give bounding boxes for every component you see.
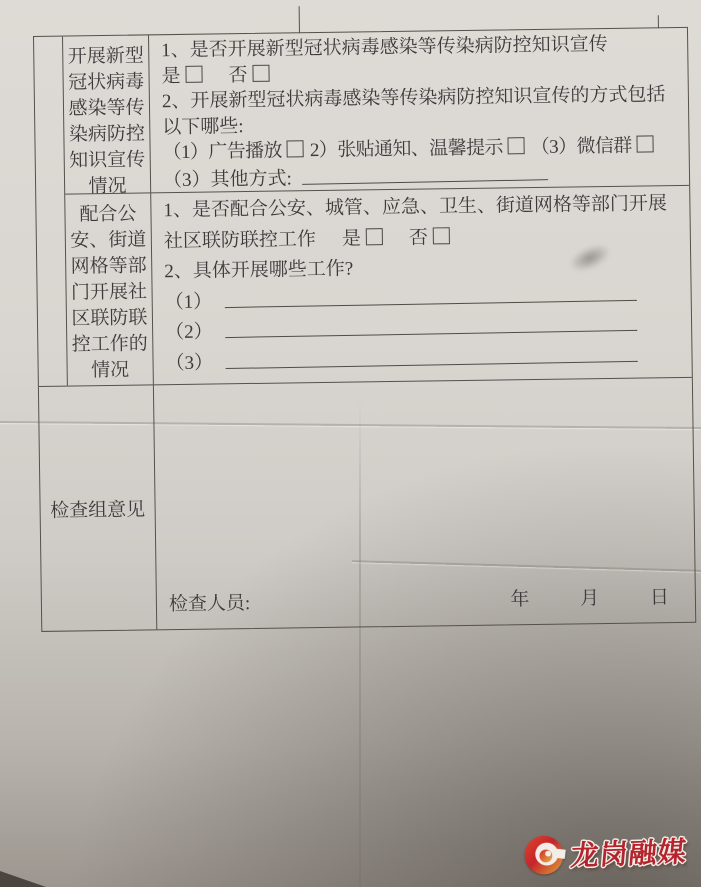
row3-label-inspection-opinion: [39, 384, 157, 631]
date-fill-in: [464, 587, 669, 612]
row3-content-cell: [154, 377, 695, 629]
checkbox-icon: [508, 137, 525, 154]
other-option-label: （3）其他方式:: [162, 167, 292, 191]
row2-q1-continuation: 社区联防联控工作: [163, 228, 317, 252]
checkbox-icon: [637, 135, 654, 152]
row1-label-publicity-situation: [63, 35, 151, 198]
row1-question2-line1: 2、开展新型冠状病毒感染等传染病防控知识宣传的方式包括: [161, 84, 666, 113]
no-label: 否: [408, 227, 429, 249]
option2-label: 2）张贴通知、温馨提示: [309, 137, 503, 162]
checkbox-icon: [366, 228, 383, 245]
checkbox-icon: [287, 140, 304, 157]
row2-label-text: 配合公安、街道网格等部门开展社区联防联控工作的情况: [70, 203, 148, 382]
day-label: 日: [649, 587, 670, 609]
year-label: 年: [510, 589, 530, 611]
row1-question1: 1、是否开展新型冠状病毒感染等传染病防控知识宣传: [161, 33, 608, 62]
yes-label: 是: [341, 227, 362, 250]
cutoff-row-divider-stub: [658, 15, 659, 28]
row1-question2-line2: 以下哪些:: [162, 115, 244, 138]
row2-question2: 2、具体开展哪些工作?: [164, 258, 354, 283]
inspection-form-table: [33, 27, 696, 632]
longgang-media-logo-icon: [521, 832, 567, 878]
yes-label: 是: [161, 65, 181, 87]
checkbox-icon: [185, 65, 202, 82]
item2-number: （2）: [165, 321, 213, 344]
row2-content-cell: [151, 185, 692, 384]
month-label: 月: [579, 588, 600, 610]
option1-label: （1）广告播放: [162, 140, 283, 164]
row2-label-joint-prevention: [65, 192, 154, 385]
checkbox-icon: [433, 227, 450, 244]
row3-label-text: 检查组意见: [49, 498, 146, 522]
row2-blank-item-3: [165, 341, 681, 379]
item3-number: （3）: [165, 352, 214, 374]
inspector-label: 检查人员:: [168, 593, 251, 616]
cutoff-row-divider-stub: [299, 6, 301, 33]
no-label: 否: [228, 64, 248, 86]
item1-number: （1）: [164, 291, 213, 313]
blank-underline: [302, 160, 548, 185]
checkbox-icon: [252, 64, 269, 81]
photo-corner-shadow: [0, 871, 46, 887]
row1-label-text: 开展新型冠状病毒感染等传染病防控知识宣传情况: [67, 45, 146, 198]
longgang-media-watermark: [521, 828, 687, 878]
row1-content-cell: [149, 28, 689, 192]
watermark-text: 龙岗融媒: [569, 836, 689, 872]
option3-label: （3）微信群: [530, 135, 632, 159]
inspector-signature-line: [169, 587, 669, 616]
row2-question1-line1: 1、是否配合公安、城管、应急、卫生、街道网格等部门开展: [163, 193, 668, 222]
